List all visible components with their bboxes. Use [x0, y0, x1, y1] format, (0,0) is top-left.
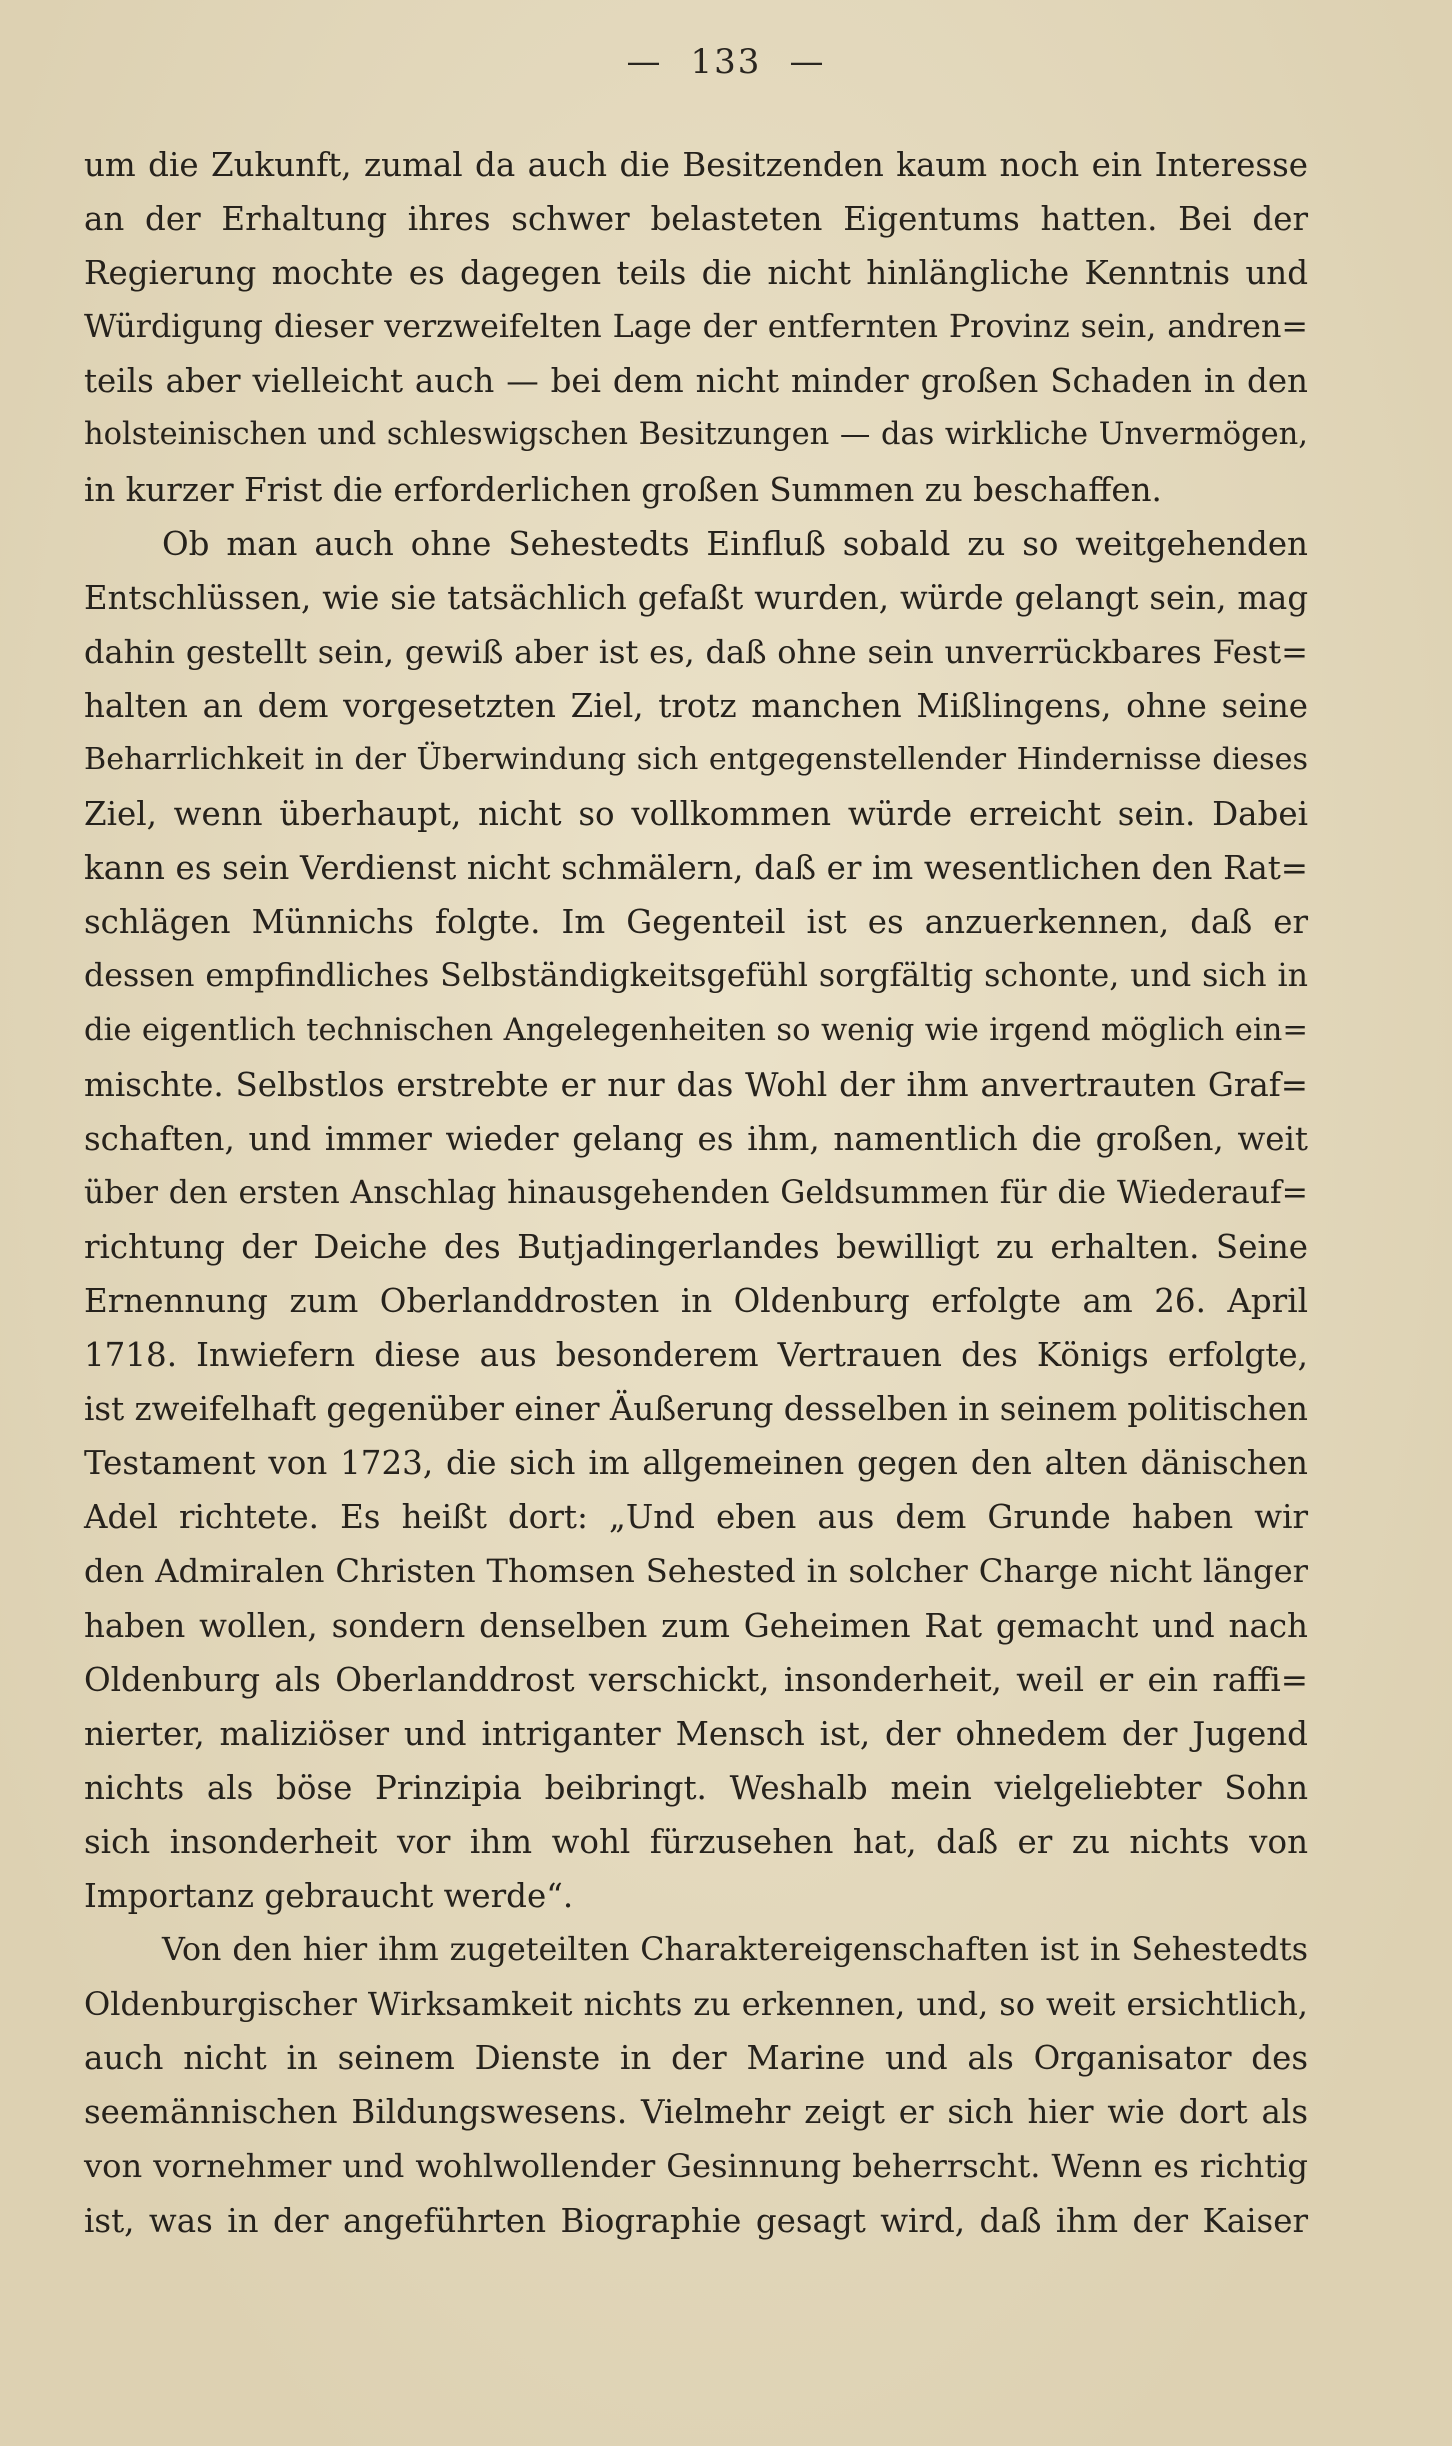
page-number-header	[0, 42, 1452, 82]
page-number-dash-right: —	[789, 42, 826, 82]
page-number-dash-left: —	[626, 42, 663, 82]
text-line: von vornehmer und wohlwollender Gesinnung beherrscht. Wenn es richtig	[84, 2147, 1308, 2186]
text-line: die eigentlich technischen Angelegenheiten so wenig wie irgend möglich ein=	[84, 1012, 1308, 1048]
text-line: um die Zukunft, zumal da auch die Besitzenden kaum noch ein Interesse	[84, 146, 1308, 184]
text-line: schaften, und immer wieder gelang es ihm, namentlich die großen, weit	[84, 1119, 1308, 1158]
text-line: Oldenburg als Oberlanddrost verschickt, insonderheit, weil er ein raffi=	[84, 1660, 1308, 1699]
text-line: kann es sein Verdienst nicht schmälern, daß er im wesentlichen den Rat=	[84, 849, 1308, 888]
text-line: Oldenburgischer Wirksamkeit nichts zu erkennen, und, so weit ersichtlich,	[84, 1985, 1308, 2024]
body-text	[84, 138, 1308, 2248]
text-line: auch nicht in seinem Dienste in der Marine und als Organisator des	[84, 2039, 1308, 2078]
text-line: 1718. Inwiefern diese aus besonderem Vertrauen des Königs erfolgte,	[84, 1336, 1308, 1375]
text-line: haben wollen, sondern denselben zum Geheimen Rat gemacht und nach	[84, 1606, 1308, 1645]
text-line: den Admiralen Christen Thomsen Sehested in solcher Charge nicht länger	[84, 1552, 1308, 1591]
text-line: Ziel, wenn überhaupt, nicht so vollkommen würde erreicht sein. Dabei	[84, 795, 1308, 834]
text-line: Ob man auch ohne Sehestedts Einfluß sobald zu so weitgehenden	[162, 524, 1308, 563]
text-line: dessen empfindliches Selbständigkeitsgefühl sorgfältig schonte, und sich in	[84, 958, 1308, 995]
text-line: richtung der Deiche des Butjadingerlandes bewilligt zu erhalten. Seine	[84, 1227, 1308, 1266]
text-line: teils aber vielleicht auch — bei dem nicht minder großen Schaden in den	[84, 362, 1308, 401]
text-line: halten an dem vorgesetzten Ziel, trotz manchen Mißlingens, ohne seine	[84, 686, 1308, 725]
text-line: sich insonderheit vor ihm wohl fürzusehen hat, daß er zu nichts von	[84, 1822, 1308, 1861]
text-line: seemännischen Bildungswesens. Vielmehr zeigt er sich hier wie dort als	[84, 2093, 1308, 2132]
text-line: Importanz gebraucht werde“.	[84, 1877, 574, 1915]
text-line: schlägen Münnichs folgte. Im Gegenteil ist es anzuerkennen, daß er	[84, 903, 1308, 942]
text-line: Regierung mochte es dagegen teils die nicht hinlängliche Kenntnis und	[84, 254, 1308, 293]
text-line: Ernennung zum Oberlanddrosten in Oldenburg erfolgte am 26. April	[84, 1281, 1308, 1320]
text-line: holsteinischen und schleswigschen Besitzungen — das wirkliche Unvermögen,	[84, 417, 1308, 453]
text-line: Beharrlichkeit in der Überwindung sich entgegenstellender Hindernisse dieses	[84, 742, 1308, 778]
text-line: ist zweifelhaft gegenüber einer Äußerung desselben in seinem politischen	[84, 1390, 1308, 1429]
text-line: Testament von 1723, die sich im allgemeinen gegen den alten dänischen	[84, 1444, 1308, 1483]
text-line: Entschlüssen, wie sie tatsächlich gefaßt wurden, würde gelangt sein, mag	[84, 578, 1308, 617]
text-line: dahin gestellt sein, gewiß aber ist es, daß ohne sein unverrückbares Fest=	[84, 632, 1308, 671]
text-line: nierter, maliziöser und intriganter Mensch ist, der ohnedem der Jugend	[84, 1714, 1308, 1753]
text-line: Adel richtete. Es heißt dort: „Und eben aus dem Grunde haben wir	[84, 1498, 1308, 1537]
page-number: 133	[690, 42, 762, 82]
text-line: mischte. Selbstlos erstrebte er nur das Wohl der ihm anvertrauten Graf=	[84, 1065, 1308, 1104]
text-line: Würdigung dieser verzweifelten Lage der entfernten Provinz sein, andren=	[84, 309, 1308, 346]
text-line: nichts als böse Prinzipia beibringt. Weshalb mein vielgeliebter Sohn	[84, 1768, 1308, 1807]
text-line: an der Erhaltung ihres schwer belasteten Eigentums hatten. Bei der	[84, 200, 1308, 239]
text-line: in kurzer Frist die erforderlichen großen Summen zu beschaffen.	[84, 470, 1162, 509]
text-line: ist, was in der angeführten Biographie gesagt wird, daß ihm der Kaiser	[84, 2201, 1308, 2240]
text-line: Von den hier ihm zugeteilten Charaktereigenschaften ist in Sehestedts	[162, 1932, 1308, 1969]
text-line: über den ersten Anschlag hinausgehenden Geldsummen für die Wiederauf=	[84, 1174, 1308, 1211]
